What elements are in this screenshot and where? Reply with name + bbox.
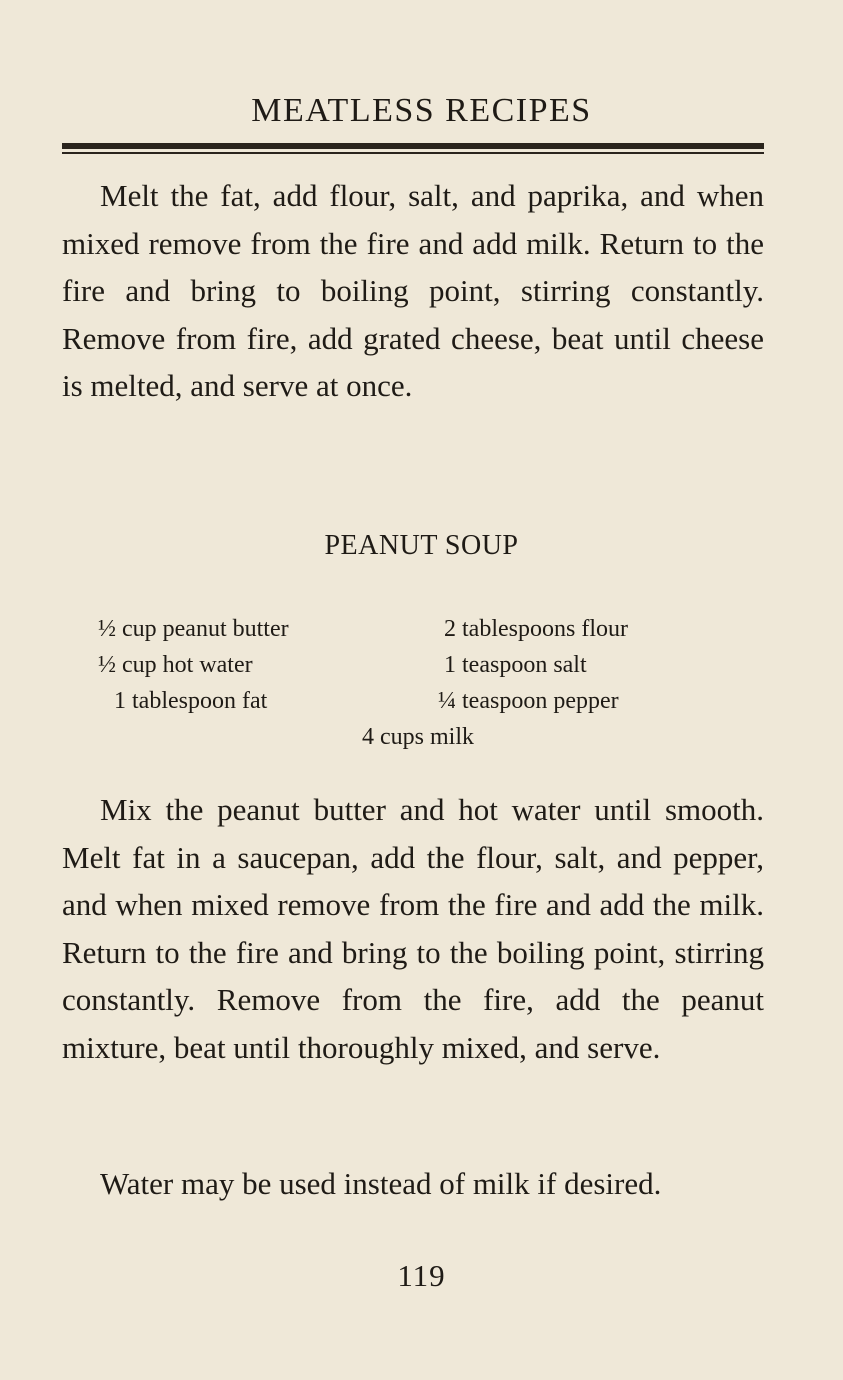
ingredient-item: ½ cup hot water — [98, 652, 253, 678]
intro-paragraph: Melt the fat, add flour, salt, and paprika, and when mixed remove from the fire and add milk. Return to the fire and bring to boiling point, stirring constantly. Remove from fire, add grated cheese, beat until cheese is melted, and serve at once. — [62, 178, 764, 403]
ingredient-row — [98, 652, 738, 686]
ingredient-item: 1 teaspoon salt — [444, 652, 587, 678]
ingredient-item: ½ cup peanut butter — [98, 616, 289, 642]
ingredient-row — [98, 688, 738, 722]
ingredient-item: 1 tablespoon fat — [114, 688, 268, 714]
recipe-title: PEANUT SOUP — [324, 530, 519, 561]
ingredient-row — [98, 616, 738, 650]
page-number: 119 — [397, 1258, 446, 1293]
header-rule-thick — [62, 143, 764, 149]
ingredient-item: ¼ teaspoon pepper — [438, 688, 619, 714]
ingredient-item-centered: 4 cups milk — [362, 724, 474, 750]
method-paragraph: Mix the peanut butter and hot water until smooth. Melt fat in a saucepan, add the flour, salt, and pepper, and when mixed remove from the fire and add the milk. Return to the fire and bring to the boiling point, stirring constantly. Remove from the fire, add the peanut mixture, beat until thoroughly mixed, and serve. — [62, 792, 764, 1065]
ingredient-item: 2 tablespoons flour — [444, 616, 628, 642]
header-rule-thin — [62, 152, 764, 154]
note-paragraph: Water may be used instead of milk if desired. — [100, 1166, 662, 1201]
running-head: MEATLESS RECIPES — [251, 92, 592, 129]
